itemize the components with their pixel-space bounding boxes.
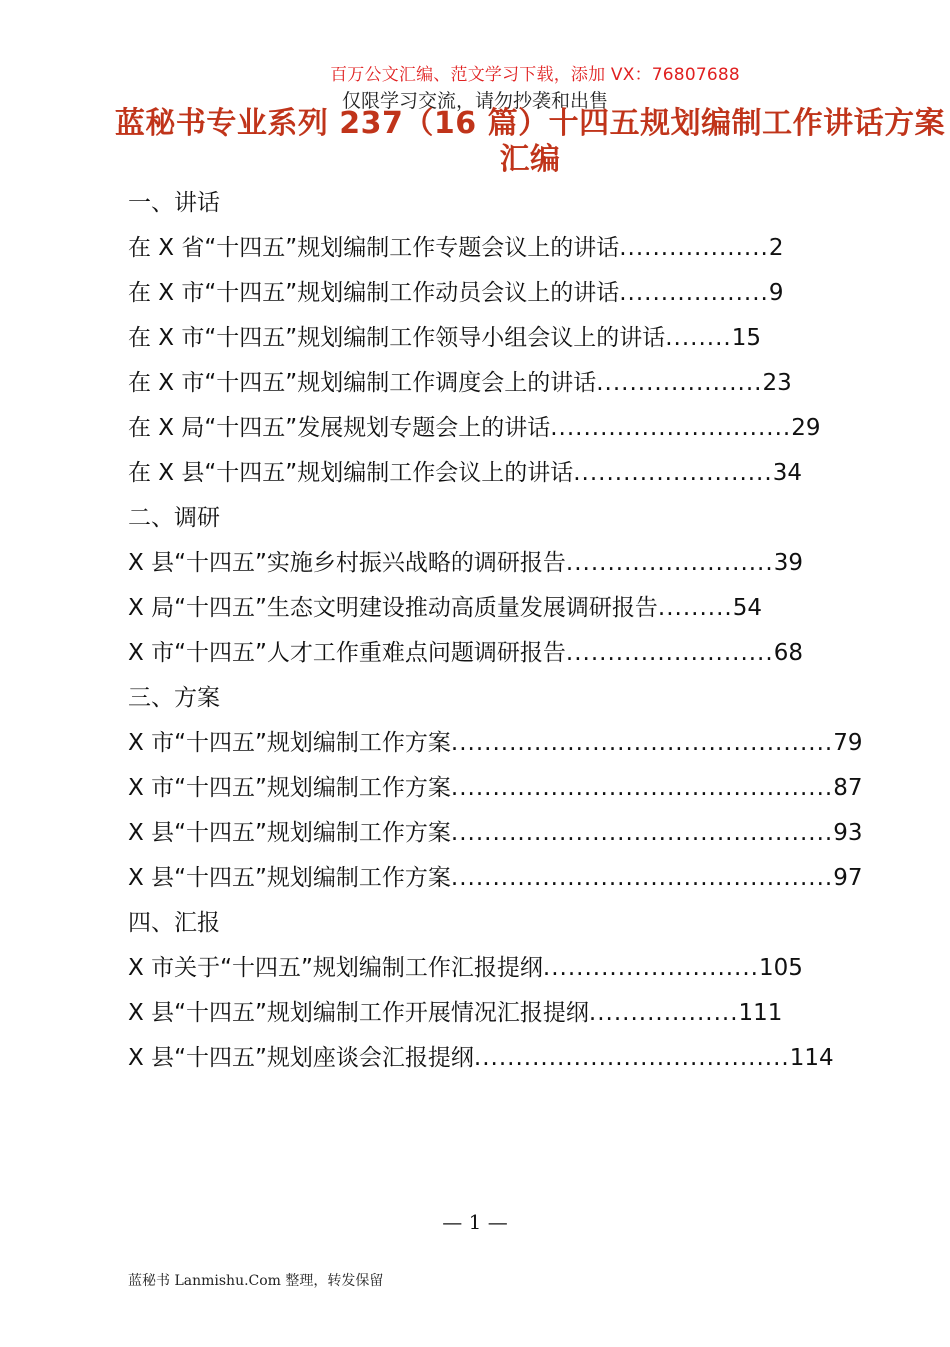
toc-leader-dots: ......................... — [565, 550, 774, 576]
toc-entry[interactable] — [128, 230, 888, 275]
toc-entry[interactable] — [128, 590, 888, 635]
toc-section-heading: 四、汇报 — [128, 910, 220, 936]
toc-leader-dots: .............................................. — [450, 775, 834, 801]
watermark-text: 百万公文汇编、范文学习下载，添加 VX：76807688 — [330, 65, 740, 85]
toc-leader-dots: .......................... — [542, 955, 759, 981]
toc-entry-title: X 县“十四五”规划座谈会汇报提纲 — [128, 1045, 474, 1071]
usage-notice: 仅限学习交流，请勿抄袭和出售 — [341, 90, 608, 112]
toc-entry-page: 114 — [789, 1045, 834, 1071]
toc-entry-page: 105 — [759, 955, 803, 981]
toc-entry-page: 23 — [762, 370, 792, 396]
toc-entry-title: X 市关于“十四五”规划编制工作汇报提纲 — [128, 955, 543, 981]
toc-leader-dots: .............................................. — [450, 820, 834, 846]
toc-leader-dots: .................. — [588, 1000, 739, 1026]
toc-entry-title: 在 X 市“十四五”规划编制工作调度会上的讲话 — [128, 370, 597, 396]
page-number: — 1 — — [442, 1210, 508, 1234]
toc-leader-dots: ........................ — [573, 460, 773, 486]
toc-entry-page: 2 — [768, 235, 784, 261]
toc-entry-title: 在 X 市“十四五”规划编制工作领导小组会议上的讲话 — [128, 325, 666, 351]
toc-entry-title: 在 X 局“十四五”发展规划专题会上的讲话 — [128, 415, 551, 441]
toc-entry[interactable] — [128, 815, 888, 860]
toc-entry-page: 54 — [732, 595, 762, 621]
toc-entry[interactable] — [128, 410, 888, 455]
toc-entry-title: X 县“十四五”实施乡村振兴战略的调研报告 — [128, 550, 566, 576]
toc-entry-title: X 市“十四五”规划编制工作方案 — [128, 730, 451, 756]
toc-entry-page: 34 — [772, 460, 802, 486]
toc-entry-page: 9 — [768, 280, 784, 306]
toc-leader-dots: .................. — [619, 280, 769, 306]
toc-leader-dots: .............................................. — [450, 865, 834, 891]
toc-entry[interactable] — [128, 365, 888, 410]
document-title: 蓝秘书专业系列 237（16 篇）十四五规划编制工作讲话方案汇编 — [114, 106, 946, 177]
toc-entry-title: 在 X 县“十四五”规划编制工作会议上的讲话 — [128, 460, 574, 486]
toc-entry-page: 79 — [833, 730, 863, 756]
toc-entry[interactable] — [128, 725, 888, 770]
toc-section-heading: 二、调研 — [128, 505, 220, 531]
toc-entry[interactable] — [128, 950, 888, 995]
toc-entry[interactable] — [128, 545, 888, 590]
toc-entry-page: 93 — [833, 820, 863, 846]
toc-leader-dots: .................. — [619, 235, 769, 261]
toc-entry-title: 在 X 省“十四五”规划编制工作专题会议上的讲话 — [128, 235, 620, 261]
toc-entry-page: 68 — [773, 640, 803, 666]
toc-entry[interactable] — [128, 275, 888, 320]
toc-leader-dots: ...................................... — [473, 1045, 790, 1071]
toc-entry-title: X 市“十四五”规划编制工作方案 — [128, 775, 451, 801]
toc-entry-title: X 县“十四五”规划编制工作开展情况汇报提纲 — [128, 1000, 589, 1026]
table-of-contents — [128, 185, 888, 1085]
toc-section-heading: 一、讲话 — [128, 190, 220, 216]
toc-leader-dots: ........ — [665, 325, 732, 351]
toc-entry[interactable] — [128, 455, 888, 500]
toc-entry-title: 在 X 市“十四五”规划编制工作动员会议上的讲话 — [128, 280, 620, 306]
toc-entry-page: 111 — [738, 1000, 783, 1026]
toc-leader-dots: .................... — [596, 370, 763, 396]
toc-leader-dots: ............................. — [550, 415, 792, 441]
toc-entry-title: X 县“十四五”规划编制工作方案 — [128, 820, 451, 846]
toc-entry-title: X 市“十四五”人才工作重难点问题调研报告 — [128, 640, 566, 666]
toc-entry-page: 39 — [773, 550, 803, 576]
toc-entry-title: X 局“十四五”生态文明建设推动高质量发展调研报告 — [128, 595, 658, 621]
toc-entry-page: 15 — [731, 325, 761, 351]
toc-entry[interactable] — [128, 635, 888, 680]
toc-leader-dots: ......................... — [565, 640, 774, 666]
toc-entry-title: X 县“十四五”规划编制工作方案 — [128, 865, 451, 891]
toc-entry[interactable] — [128, 1040, 888, 1085]
toc-entry[interactable] — [128, 320, 888, 365]
toc-section-heading: 三、方案 — [128, 685, 220, 711]
toc-entry-page: 29 — [791, 415, 821, 441]
toc-entry[interactable] — [128, 770, 888, 815]
toc-entry-page: 97 — [833, 865, 863, 891]
toc-entry-page: 87 — [833, 775, 863, 801]
toc-leader-dots: .............................................. — [450, 730, 834, 756]
footer-note: 蓝秘书 Lanmishu.Com 整理，转发保留 — [128, 1273, 384, 1289]
toc-leader-dots: ......... — [657, 595, 733, 621]
toc-entry[interactable] — [128, 995, 888, 1040]
toc-entry[interactable] — [128, 860, 888, 905]
